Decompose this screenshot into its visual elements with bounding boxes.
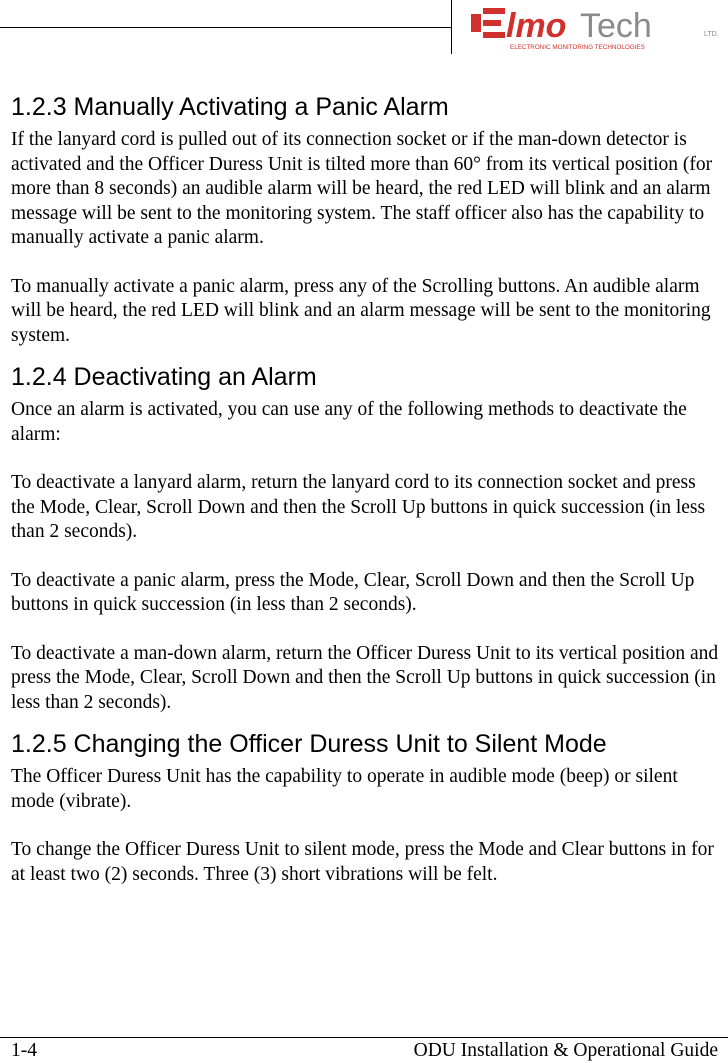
section-deactivating — [11, 362, 721, 715]
logo-tech-text: Tech — [580, 7, 652, 45]
footer-rule — [0, 1037, 728, 1038]
paragraph: To manually activate a panic alarm, press any of the Scrolling buttons. An audible alarm will be heard, the red LED will blink and an alarm message will be sent to the monitoring system. — [11, 275, 711, 346]
logo-e-mark — [471, 8, 505, 38]
paragraph: To deactivate a lanyard alarm, return the lanyard cord to its connection socket and press the Mode, Clear, Scroll Down and then the Scroll Up buttons in quick succession (in less than 2 seconds). — [11, 472, 706, 542]
elmotech-logo — [468, 0, 723, 54]
page-number: 1-4 — [11, 1040, 37, 1061]
paragraph: The Officer Duress Unit has the capability to operate in audible mode (beep) or silent mode (vibrate). — [11, 766, 678, 812]
paragraph: To change the Officer Duress Unit to silent mode, press the Mode and Clear buttons in for at least two (2) seconds. Three (3) short vibrations will be felt. — [11, 839, 714, 885]
paragraph: To deactivate a man-down alarm, return the Officer Duress Unit to its vertical position and press the Mode, Clear, Scroll Down and then the Scroll Up buttons in quick succession (in less than 2 seconds). — [11, 642, 719, 713]
paragraph: If the lanyard cord is pulled out of its connection socket or if the man-down detector is activated and the Officer Duress Unit is tilted more than 60° from its vertical position (for more than 8 seconds) an audible alarm will be heard, the red LED will blink and an alarm message will be sent to the monitoring system. The staff officer also has the capability to manually activate a panic alarm. — [11, 129, 713, 248]
paragraph: To deactivate a panic alarm, press the Mode, Clear, Scroll Down and then the Scroll Up buttons in quick succession (in less than 2 seconds). — [11, 569, 695, 615]
section-silent-mode — [11, 729, 721, 887]
section-heading: 1.2.4 Deactivating an Alarm — [11, 363, 317, 391]
document-body — [11, 92, 721, 911]
section-manual-panic — [11, 92, 721, 348]
section-heading: 1.2.3 Manually Activating a Panic Alarm — [11, 93, 449, 121]
logo-ltd: LTD. — [704, 31, 719, 38]
guide-title: ODU Installation & Operational Guide — [413, 1040, 718, 1061]
header-divider — [451, 0, 452, 54]
header-rule — [0, 27, 452, 28]
paragraph: Once an alarm is activated, you can use any of the following methods to deactivate the alarm: — [11, 399, 687, 445]
logo-tagline: ELECTRONIC MONITORING TECHNOLOGIES — [510, 44, 645, 51]
logo-elmo-text: lmo — [506, 7, 567, 45]
section-heading: 1.2.5 Changing the Officer Duress Unit to Silent Mode — [11, 730, 607, 758]
